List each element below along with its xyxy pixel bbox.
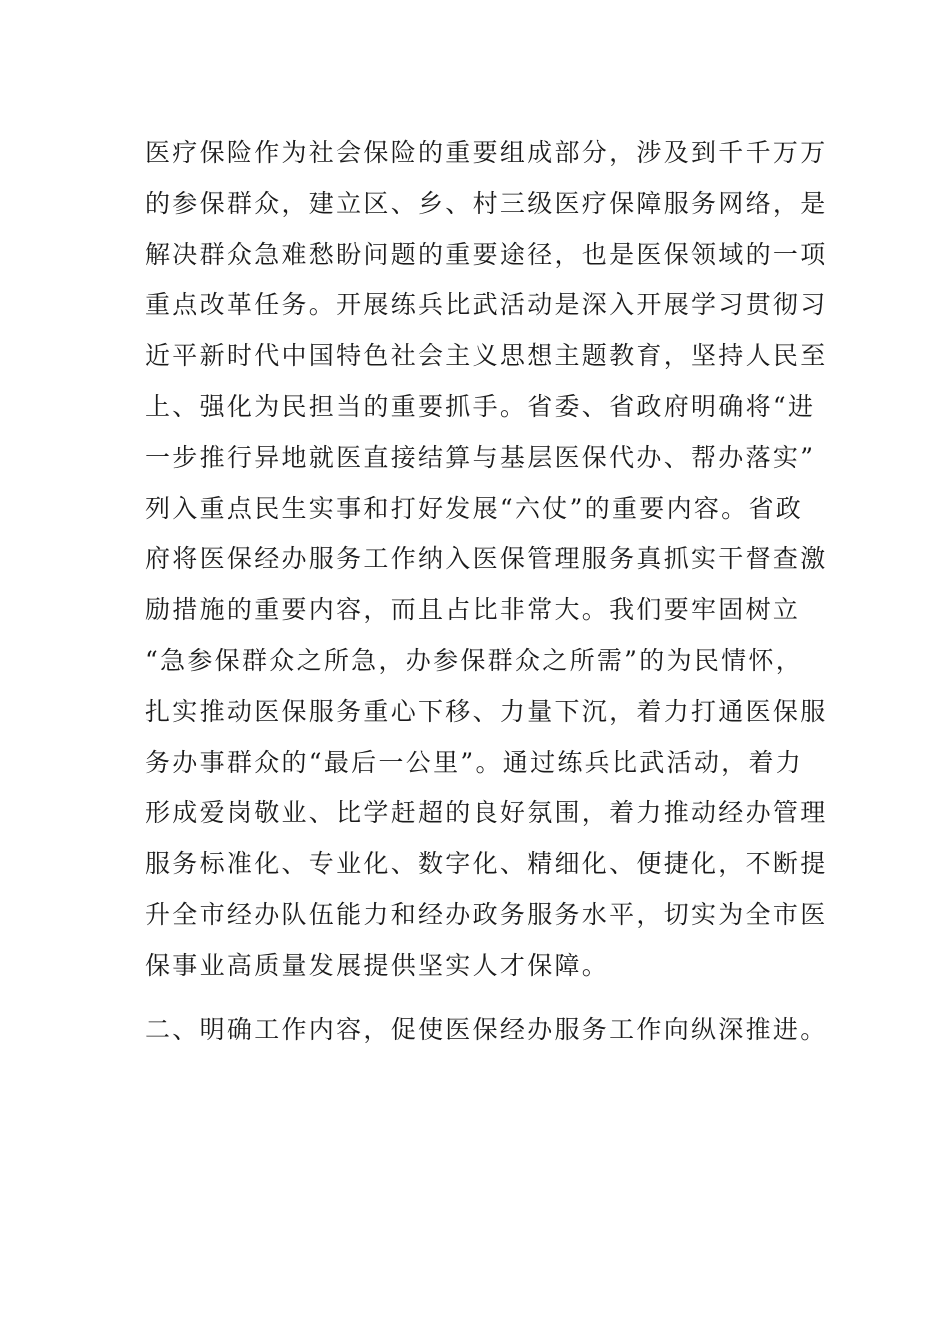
paragraph-line: 形成爱岗敬业、比学赶超的良好氛围，着力推动经办管理	[145, 798, 828, 828]
paragraph-line: 一步推行异地就医直接结算与基层医保代办、帮办落实”	[145, 442, 816, 472]
paragraph-line: 扎实推动医保服务重心下移、力量下沉，着力打通医保服	[145, 696, 828, 726]
body-paragraph	[145, 128, 828, 992]
paragraph-line: 励措施的重要内容，而且占比非常大。我们要牢固树立	[145, 595, 801, 625]
paragraph-line: 医疗保险作为社会保险的重要组成部分，涉及到千千万万	[145, 138, 828, 167]
paragraph-line: 重点改革任务。开展练兵比武活动是深入开展学习贯彻习	[145, 290, 828, 320]
paragraph-line: “急参保群众之所急，办参保群众之所需”的为民情怀，	[145, 645, 804, 675]
paragraph-line: 务办事群众的“最后一公里”。通过练兵比武活动，着力	[145, 747, 804, 777]
paragraph-line: 府将医保经办服务工作纳入医保管理服务真抓实干督查激	[145, 544, 828, 574]
paragraph-line: 列入重点民生实事和打好发展“六仗”的重要内容。省政	[145, 493, 804, 523]
paragraph-line: 保事业高质量发展提供坚实人才保障。	[145, 950, 610, 980]
paragraph-line: 升全市经办队伍能力和经办政务服务水平，切实为全市医	[145, 899, 828, 929]
paragraph-line: 服务标准化、专业化、数字化、精细化、便捷化，不断提	[145, 849, 828, 879]
paragraph-line: 近平新时代中国特色社会主义思想主题教育，坚持人民至	[145, 341, 828, 371]
paragraph-line: 解决群众急难愁盼问题的重要途径，也是医保领域的一项	[145, 239, 828, 269]
paragraph-line: 上、强化为民担当的重要抓手。省委、省政府明确将“进	[145, 391, 816, 421]
paragraph-line: 的参保群众，建立区、乡、村三级医疗保障服务网络，是	[145, 188, 828, 218]
section-heading: 二、明确工作内容，促使医保经办服务工作向纵深推进。	[145, 1015, 828, 1044]
